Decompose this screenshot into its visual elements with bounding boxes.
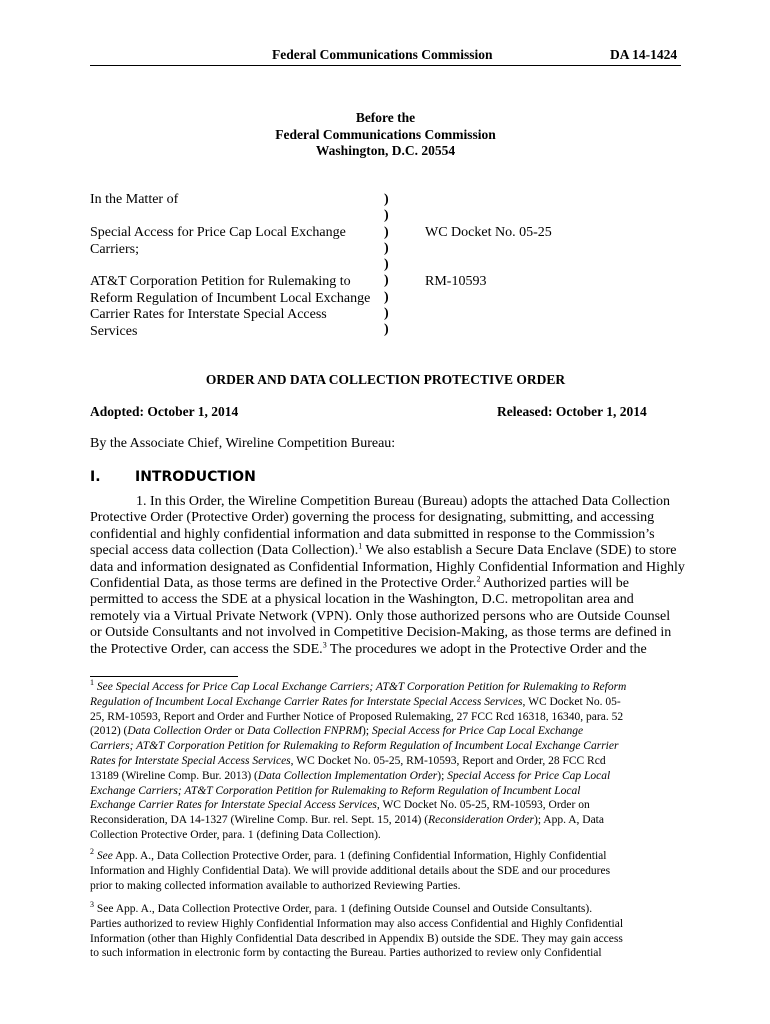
footnote-ref-3[interactable]: 3 bbox=[322, 640, 327, 649]
title-before: Before the bbox=[355, 110, 416, 125]
caption-in-matter: In the Matter of bbox=[90, 192, 179, 207]
paragraph-line: or Outside Consultants and not involved in Competitive Decision-Making, as those terms are defined in bbox=[90, 625, 672, 641]
caption-paren: ) bbox=[384, 192, 389, 207]
paragraph-line: data and information designated as Confidential Information, Highly Confidential Information and Highly bbox=[90, 559, 685, 575]
footnote-text: , WC Docket No. 05-25, RM-10593, Report and Order, 28 FCC Rcd bbox=[290, 754, 606, 767]
caption-item2-line: Carrier Rates for Interstate Special Access bbox=[90, 307, 327, 322]
footnote-text: Data Collection Implementation Order bbox=[257, 769, 438, 782]
footnote-text: Exchange Carriers; AT&T Corporation Petition for Rulemaking to Reform Regulation of Incumbent Local bbox=[90, 784, 581, 797]
footnote-text: Reconsideration, DA 14-1327 (Wireline Comp. Bur. rel. Sept. 15, 2014) ( bbox=[90, 814, 429, 827]
footnote-text: Reconsideration Order bbox=[428, 814, 535, 827]
adopted-date: Adopted: October 1, 2014 bbox=[90, 404, 239, 419]
footnote-text: 25, RM-10593, Report and Order and Further Notice of Proposed Rulemaking, 27 FCC Rcd 16318, 16340, para. 52 bbox=[90, 710, 624, 723]
footnote-text: Parties authorized to review Highly Confidential Information may also access Confidential and Highly Confidential bbox=[90, 917, 624, 930]
footnote-ref-1[interactable]: 1 bbox=[358, 541, 363, 551]
footnote-text: , WC Docket No. 05- bbox=[522, 695, 621, 708]
footnote-3 bbox=[90, 902, 623, 961]
caption-paren: ) bbox=[384, 306, 389, 322]
footnote-text: (2012) ( bbox=[90, 725, 128, 738]
footnote-separator bbox=[90, 676, 238, 677]
caption-paren: ) bbox=[384, 289, 389, 305]
footnote-text: Rates for Interstate Special Access Services bbox=[90, 754, 291, 767]
paragraph-text: special access data collection (Data Collection). bbox=[90, 543, 359, 559]
caption-paren: ) bbox=[384, 257, 389, 273]
footnote-text: or bbox=[231, 725, 248, 738]
caption-paren: ) bbox=[384, 322, 389, 338]
caption-docket-wc: WC Docket No. 05-25 bbox=[425, 225, 552, 240]
title-block bbox=[90, 110, 681, 160]
paragraph-line: 1. In this Order, the Wireline Competition Bureau (Bureau) adopts the attached Data Collection bbox=[136, 494, 670, 509]
paragraph-text: The procedures we adopt in the Protective Order and the bbox=[326, 641, 647, 657]
byline: By the Associate Chief, Wireline Competition Bureau: bbox=[90, 436, 396, 451]
section-title: INTRODUCTION bbox=[135, 469, 256, 485]
footnote-text: 13189 (Wireline Comp. Bur. 2013) ( bbox=[90, 769, 258, 782]
section-number: I. bbox=[90, 469, 101, 485]
paragraph-line: permitted to access the SDE at a physical location in the Washington, D.C. metropolitan area and bbox=[90, 592, 634, 608]
caption-parentheses bbox=[384, 192, 389, 339]
paragraph-text: Confidential Data, as those terms are defined in the Protective Order. bbox=[90, 576, 477, 592]
footnote-text: Carriers; AT&T Corporation Petition for Rulemaking to Reform Regulation of Incumbent Local Exchange Carrier bbox=[90, 740, 619, 753]
footnote-text: App. A., Data Collection Protective Order, para. 1 (defining Confidential Information, Highly Confidential bbox=[112, 850, 607, 862]
footnote-text: Special Access for Price Cap Local Exchange bbox=[371, 725, 584, 738]
footnote-text: Data Collection Order bbox=[127, 725, 232, 738]
title-location: Washington, D.C. 20554 bbox=[315, 143, 456, 158]
paragraph-1 bbox=[90, 494, 685, 658]
paragraph-line bbox=[90, 576, 685, 592]
footnote-mark-3: 3 bbox=[90, 900, 94, 910]
footnote-text: to such information in electronic form by contacting the Bureau. Parties authorized to review only Confidential bbox=[90, 947, 602, 960]
footnote-2 bbox=[90, 849, 610, 893]
footnote-mark-1: 1 bbox=[90, 678, 94, 688]
footnote-text: See bbox=[94, 850, 113, 862]
caption-paren: ) bbox=[384, 224, 389, 240]
footnote-text: Regulation of Incumbent Local Exchange Carrier Rates for Interstate Special Access Services bbox=[90, 695, 523, 708]
caption-paren: ) bbox=[384, 273, 389, 289]
footnote-text: Special Access for Price Cap Local bbox=[447, 769, 611, 782]
paragraph-line: confidential and highly confidential information and data submitted in response to the Commission’s bbox=[90, 526, 655, 542]
caption-paren: ) bbox=[384, 208, 389, 224]
footnote-text: Data Collection FNPRM bbox=[247, 725, 363, 738]
paragraph-line bbox=[90, 642, 685, 658]
caption-paren: ) bbox=[384, 240, 389, 256]
header-docket-number: DA 14-1424 bbox=[610, 47, 678, 62]
caption-item1-line: Special Access for Price Cap Local Exchange bbox=[90, 225, 346, 240]
footnote-ref-2[interactable]: 2 bbox=[476, 574, 481, 584]
footnote-1 bbox=[90, 680, 626, 843]
caption-item2-line: AT&T Corporation Petition for Rulemaking to bbox=[90, 274, 351, 289]
paragraph-text: We also establish a Secure Data Enclave (SDE) to store bbox=[362, 543, 677, 559]
caption-item2 bbox=[90, 274, 370, 340]
footnote-text: Information (other than Highly Confidential Data described in Appendix B) outside the SDE. They may gain access bbox=[90, 932, 623, 945]
released-date: Released: October 1, 2014 bbox=[497, 404, 647, 419]
footnote-text: ); App. A, Data bbox=[534, 814, 604, 827]
title-agency: Federal Communications Commission bbox=[275, 126, 496, 142]
footnote-text: Information and Highly Confidential Data). We will provide additional details about the SDE and our procedures bbox=[90, 864, 611, 877]
footnote-text: Collection Protective Order, para. 1 (defining Data Collection). bbox=[90, 828, 381, 841]
header-rule bbox=[90, 65, 681, 66]
footnote-text: prior to making collected information available to authorized Reviewing Parties. bbox=[90, 879, 461, 892]
header-agency: Federal Communications Commission bbox=[272, 47, 493, 62]
footnote-text: Exchange Carrier Rates for Interstate Special Access Services bbox=[90, 799, 377, 812]
paragraph-line bbox=[90, 543, 685, 559]
footnote-text: ); bbox=[437, 769, 448, 782]
caption-item1-line: Carriers; bbox=[90, 241, 139, 257]
caption-item2-line: Reform Regulation of Incumbent Local Exchange bbox=[90, 290, 371, 306]
caption-item1 bbox=[90, 225, 346, 258]
paragraph-line: remotely via a Virtual Private Network (VPN). Only those authorized persons who are Outside Counsel bbox=[90, 608, 671, 624]
paragraph-text: Authorized parties will be bbox=[480, 576, 629, 592]
paragraph-line: Protective Order (Protective Order) governing the process for designating, submitting, and accessing bbox=[90, 510, 655, 526]
footnote-text: , WC Docket No. 05-25, RM-10593, Order on bbox=[376, 799, 590, 812]
caption-docket-rm: RM-10593 bbox=[425, 274, 487, 289]
order-title: ORDER AND DATA COLLECTION PROTECTIVE ORDER bbox=[205, 372, 566, 387]
caption-item2-line: Services bbox=[90, 323, 138, 339]
footnote-text: See Special Access for Price Cap Local Exchange Carriers; AT&T Corporation Petition for Rulemaking to Reform bbox=[94, 681, 627, 693]
paragraph-text: the Protective Order, can access the SDE. bbox=[90, 641, 323, 657]
footnote-text: ); bbox=[362, 725, 372, 738]
footnote-text: See App. A., Data Collection Protective Order, para. 1 (defining Outside Counsel and Outside Consultants). bbox=[94, 903, 593, 915]
footnote-mark-2: 2 bbox=[90, 847, 94, 857]
